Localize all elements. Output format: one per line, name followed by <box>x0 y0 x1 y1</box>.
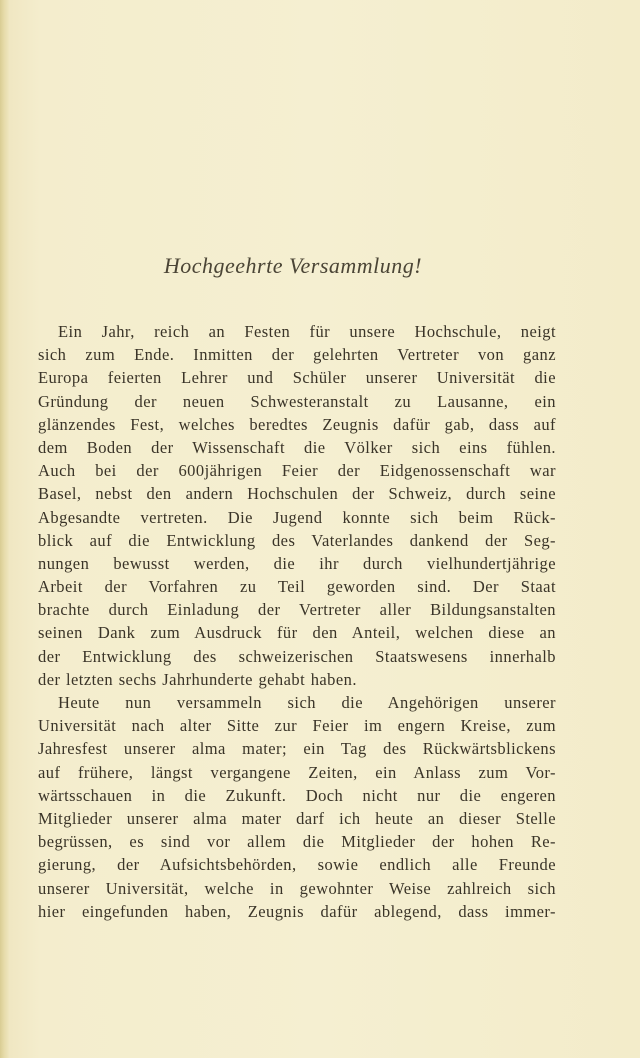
text-line: wärtsschauen in die Zukunft. Doch nicht nur die engeren <box>38 785 556 805</box>
text-line: auf frühere, längst vergangene Zeiten, ein Anlass zum Vor- <box>38 762 556 782</box>
text-line: glänzendes Fest, welches beredtes Zeugnis dafür gab, dass auf <box>38 414 556 434</box>
text-line: Mitglieder unserer alma mater darf ich heute an dieser Stelle <box>38 808 556 828</box>
text-line: gierung, der Aufsichtsbehörden, sowie endlich alle Freunde <box>38 855 556 875</box>
body-text <box>38 320 556 923</box>
text-line: der Entwicklung des schweizerischen Staatswesens innerhalb <box>38 646 556 666</box>
text-line: Gründung der neuen Schwesteranstalt zu Lausanne, ein <box>38 391 556 411</box>
text-line: dem Boden der Wissenschaft die Völker sich eins fühlen. <box>38 437 556 457</box>
page-heading: Hochgeehrte Versammlung! <box>163 253 423 278</box>
text-line: nungen bewusst werden, die ihr durch vielhundertjährige <box>38 553 556 573</box>
text-line: sich zum Ende. Inmitten der gelehrten Vertreter von ganz <box>38 345 556 365</box>
text-line: Europa feierten Lehrer und Schüler unserer Universität die <box>38 368 556 388</box>
text-line: Jahresfest unserer alma mater; ein Tag des Rückwärtsblickens <box>38 739 556 759</box>
page-binding-edge <box>0 0 9 1058</box>
text-line: unserer Universität, welche in gewohnter Weise zahlreich sich <box>38 878 556 898</box>
text-line: der letzten sechs Jahrhunderte gehabt haben. <box>38 669 357 689</box>
text-line: Auch bei der 600jährigen Feier der Eidgenossenschaft war <box>38 461 556 481</box>
text-line: blick auf die Entwicklung des Vaterlandes dankend der Seg- <box>38 530 556 550</box>
text-line: Ein Jahr, reich an Festen für unsere Hochschule, neigt <box>58 322 556 341</box>
text-line: Basel, nebst den andern Hochschulen der Schweiz, durch seine <box>38 484 556 504</box>
text-line: Arbeit der Vorfahren zu Teil geworden sind. Der Staat <box>38 577 556 597</box>
text-line: Universität nach alter Sitte zur Feier im engern Kreise, zum <box>38 716 556 736</box>
text-line: seinen Dank zum Ausdruck für den Anteil, welchen diese an <box>38 623 556 643</box>
text-line: hier eingefunden haben, Zeugnis dafür ablegend, dass immer- <box>38 901 556 921</box>
text-line: Abgesandte vertreten. Die Jugend konnte sich beim Rück- <box>38 507 556 527</box>
text-line: begrüssen, es sind vor allem die Mitglieder der hohen Re- <box>38 832 556 852</box>
text-line: Heute nun versammeln sich die Angehörigen unserer <box>58 693 556 712</box>
text-line: brachte durch Einladung der Vertreter aller Bildungsanstalten <box>38 600 556 620</box>
